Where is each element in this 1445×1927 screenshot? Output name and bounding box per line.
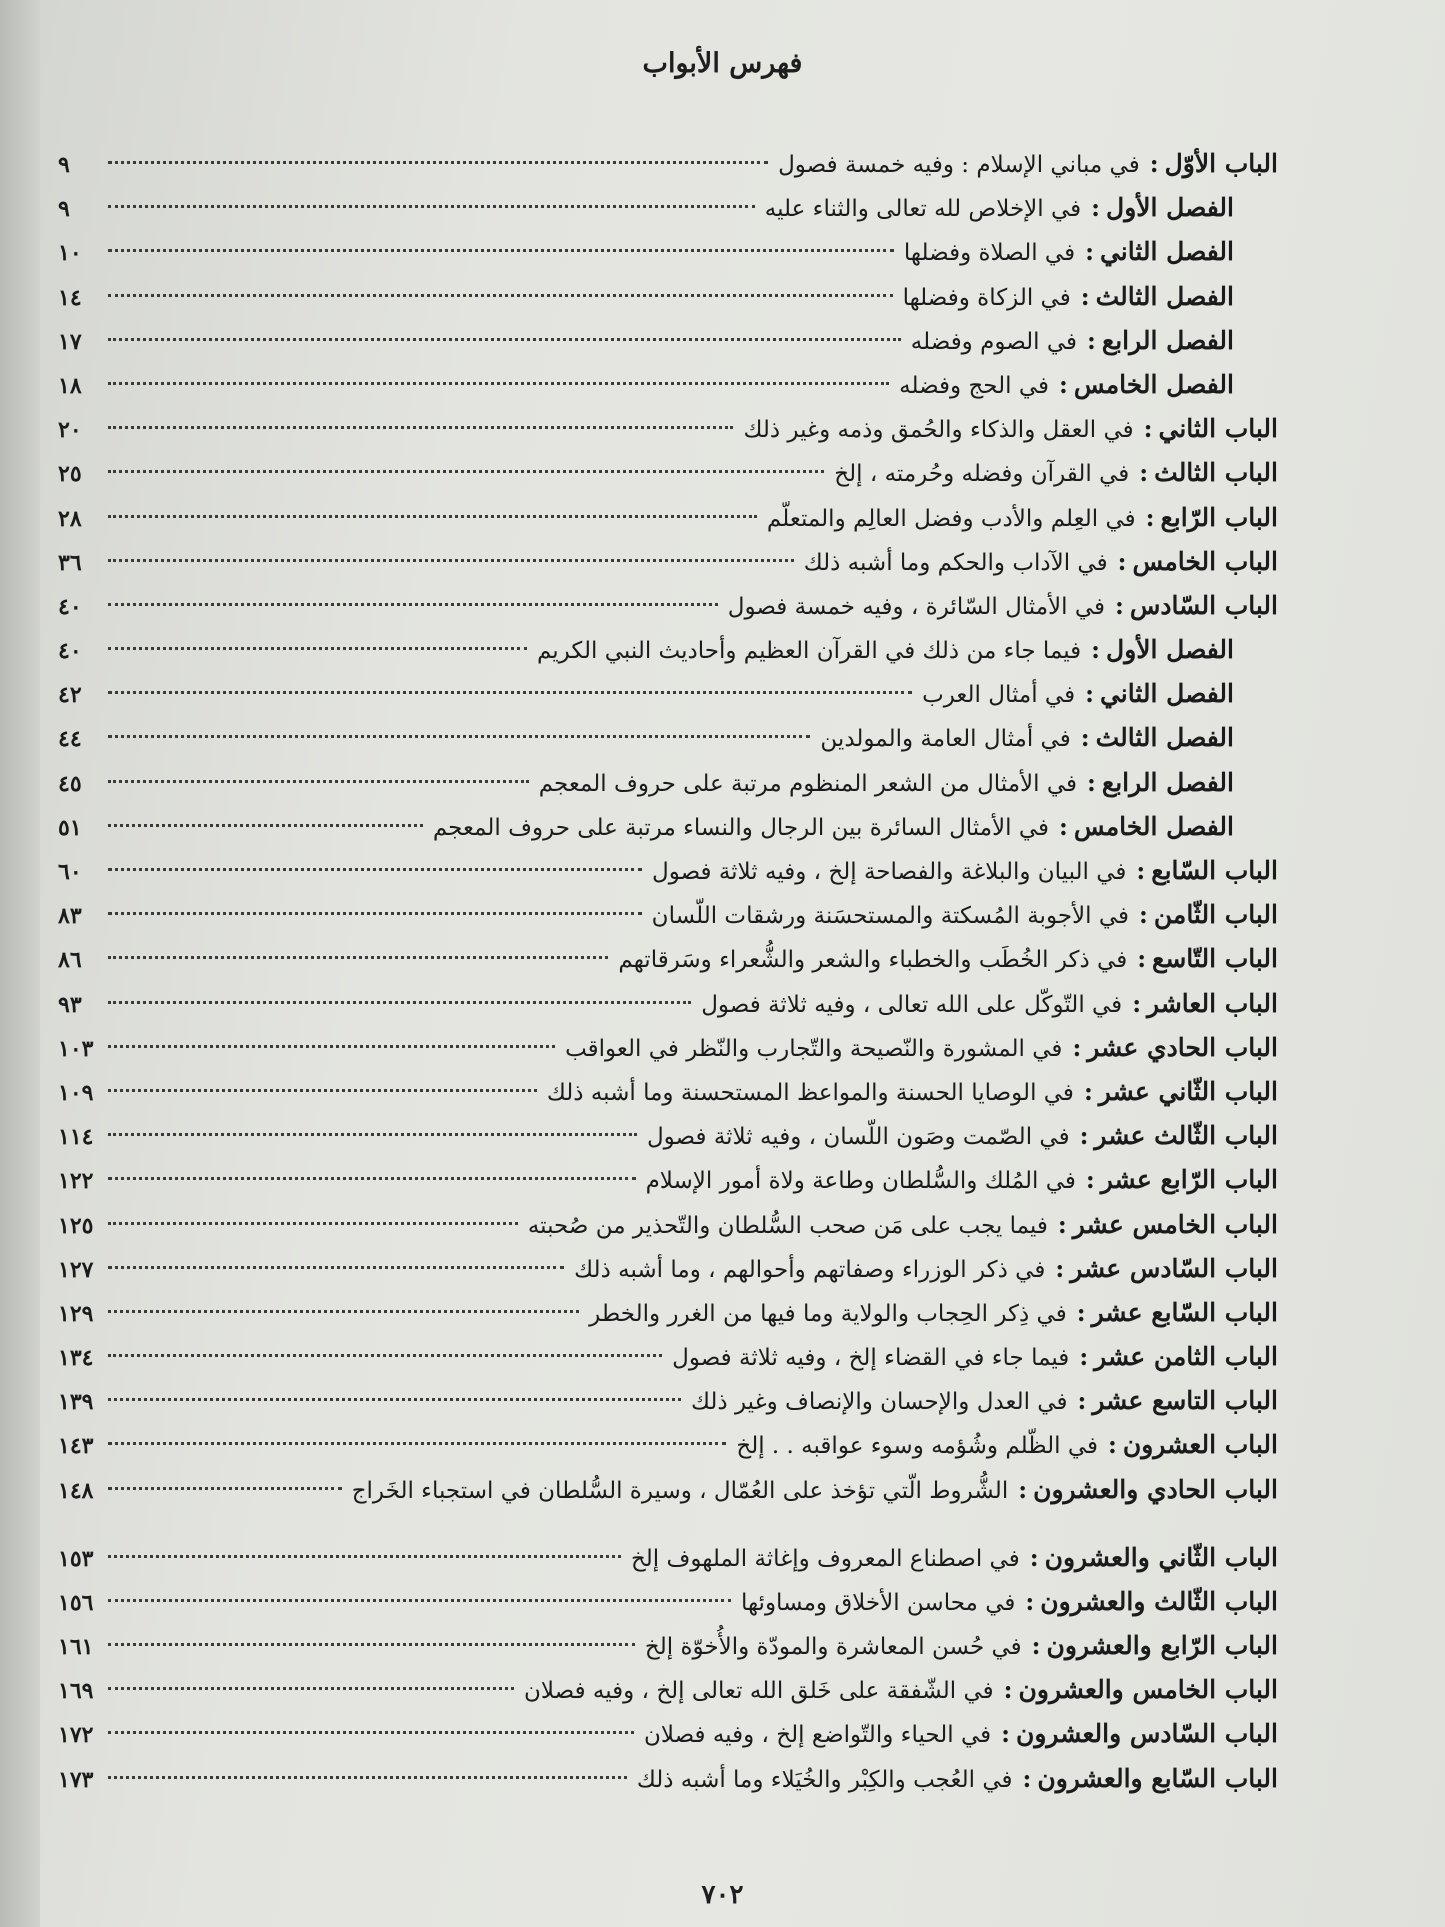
toc-entry-text: في الأمثال من الشعر المنظوم مرتبة على حروف المعجم xyxy=(538,770,1078,797)
toc-entry-page-number: ٦٠ xyxy=(58,859,82,885)
toc-entry-page-number: ١٥٦ xyxy=(58,1589,94,1616)
toc-entry-separator: : xyxy=(1025,1586,1035,1616)
dot-leader xyxy=(108,249,894,252)
toc-entry-separator: : xyxy=(1132,988,1142,1018)
toc-entry-separator: : xyxy=(1059,811,1068,841)
dot-leader xyxy=(108,294,893,297)
dot-leader xyxy=(108,1089,537,1092)
page-gutter-shadow xyxy=(0,0,40,1927)
dot-leader xyxy=(108,1222,518,1225)
toc-entry-label: الفصل الخامس xyxy=(1073,811,1234,841)
toc-entry-separator: : xyxy=(1029,1542,1039,1572)
toc-entry-separator: : xyxy=(1145,502,1155,532)
toc-entry-page-number: ١٤٨ xyxy=(58,1477,94,1504)
toc-entry-label: الباب الثّاني عشر xyxy=(1098,1076,1278,1106)
dot-leader xyxy=(108,1133,637,1136)
toc-entry-label: الفصل الثاني xyxy=(1099,237,1234,267)
toc-entry-text: فيما يجب على مَن صحب السُّلطان والتّحذير من صُحبته xyxy=(527,1212,1048,1239)
dot-leader xyxy=(108,1001,691,1004)
toc-entry-separator: : xyxy=(1079,1342,1089,1372)
toc-entry-label: الباب السّادس xyxy=(1129,590,1278,620)
toc-chapter-row xyxy=(58,1379,1278,1423)
toc-entry-label: الباب الثّامن xyxy=(1153,900,1278,930)
toc-chapter-row xyxy=(58,1468,1278,1536)
dot-leader xyxy=(108,426,733,429)
toc-entry-separator: : xyxy=(1091,193,1101,223)
toc-entry-page-number: ١٨ xyxy=(58,372,82,399)
page-title: فهرس الأبواب xyxy=(642,48,803,79)
toc-entry-text: في أمثال العرب xyxy=(922,682,1076,709)
dot-leader xyxy=(108,603,718,606)
toc-entry-separator: : xyxy=(1087,767,1096,797)
toc-entry-separator: : xyxy=(1080,723,1090,753)
toc-entry-label: الباب التاسع عشر xyxy=(1092,1386,1278,1416)
toc-chapter-row xyxy=(58,1423,1278,1467)
toc-entry-page-number: ١٧٢ xyxy=(58,1722,94,1749)
toc-chapter-section-row xyxy=(58,363,1278,407)
dot-leader xyxy=(108,1731,634,1734)
toc-entry-text: في الزكاة وفضلها xyxy=(902,284,1071,311)
toc-entry-separator: : xyxy=(1001,1719,1010,1749)
toc-entry-separator: : xyxy=(1149,149,1159,178)
toc-entry-label: الباب الثّالث عشر xyxy=(1094,1121,1278,1151)
toc-entry-text: في المُلك والسُّلطان وطاعة ولاة أمور الإسلام xyxy=(645,1168,1076,1195)
toc-entry-text: فيما جاء من ذلك في القرآن العظيم وأحاديث النبي الكريم xyxy=(536,638,1082,665)
toc-entry-separator: : xyxy=(1018,1474,1028,1504)
toc-entry-label: الباب الخامس والعشرون xyxy=(1018,1675,1278,1705)
toc-entry-text: في أمثال العامة والمولدين xyxy=(820,726,1071,753)
dot-leader xyxy=(108,205,755,208)
toc-entry-label: الفصل الثالث xyxy=(1095,723,1234,753)
toc-entry-label: الفصل الرابع xyxy=(1101,767,1234,797)
toc-entry-page-number: ٩٣ xyxy=(58,991,82,1018)
toc-entry-text: في الحياء والتّواضع إلخ ، وفيه فصلان xyxy=(643,1722,992,1749)
toc-entry-page-number: ١٠٣ xyxy=(58,1035,94,1062)
dot-leader xyxy=(108,1354,662,1357)
toc-entry-page-number: ١٢٩ xyxy=(58,1300,94,1327)
toc-entry-page-number: ١٢٢ xyxy=(58,1168,94,1195)
toc-entry-separator: : xyxy=(1085,679,1094,709)
page-number: ٧٠٢ xyxy=(701,1880,744,1910)
toc-chapter-row xyxy=(58,937,1278,981)
toc-chapter-row xyxy=(58,982,1278,1026)
toc-entry-separator: : xyxy=(1117,546,1127,576)
toc-entry-page-number: ١٥٣ xyxy=(58,1545,94,1572)
toc-entry-label: الفصل الرابع xyxy=(1101,325,1234,355)
dot-leader xyxy=(108,1310,579,1313)
toc-entry-text: في الأمثال السّائرة ، وفيه خمسة فصول xyxy=(727,593,1106,620)
toc-entry-separator: : xyxy=(1139,900,1148,930)
toc-entry-page-number: ٨٣ xyxy=(58,903,82,930)
toc-entry-label: الباب العاشر xyxy=(1147,988,1278,1018)
toc-entry-label: الباب العشرون xyxy=(1122,1430,1278,1460)
toc-entry-text: في الآداب والحكم وما أشبه ذلك xyxy=(803,549,1108,576)
toc-entry-label: الباب السّابع xyxy=(1151,856,1278,885)
toc-entry-text: في ذكر الخُطَب والخطباء والشعر والشُّعراء وسَرقاتهم xyxy=(618,947,1128,974)
toc-entry-text: في العُجب والكِبْر والخُيَلاء وما أشبه ذلك xyxy=(636,1766,1013,1793)
toc-entry-page-number: ١٤٣ xyxy=(58,1433,94,1460)
toc-entry-page-number: ١٧٣ xyxy=(58,1766,94,1793)
toc-entry-page-number: ١٤ xyxy=(58,284,82,311)
toc-chapter-section-row xyxy=(58,628,1278,672)
toc-entry-separator: : xyxy=(1076,1297,1086,1327)
toc-entry-page-number: ١٢٧ xyxy=(58,1256,94,1283)
toc-entry-separator: : xyxy=(1057,1209,1067,1239)
toc-chapter-row xyxy=(58,1536,1278,1580)
toc-entry-separator: : xyxy=(1136,856,1146,885)
toc-chapter-section-row xyxy=(58,716,1278,760)
toc-entry-label: الباب الرّابع عشر xyxy=(1100,1165,1278,1195)
toc-entry-text: في مباني الإسلام : وفيه خمسة فصول xyxy=(778,152,1140,178)
toc-entry-separator: : xyxy=(1143,414,1153,444)
toc-entry-label: الفصل الخامس xyxy=(1073,369,1234,399)
toc-chapter-row xyxy=(58,1158,1278,1202)
toc-entry-text: في القرآن وفضله وحُرمته ، إلخ xyxy=(834,461,1130,488)
toc-entry-text: في الوصايا الحسنة والمواعظ المستحسنة وما أشبه ذلك xyxy=(546,1079,1074,1106)
toc-entry-text: في التّوكّل على الله تعالى ، وفيه ثلاثة فصول xyxy=(701,991,1123,1018)
toc-chapter-row xyxy=(58,1335,1278,1379)
toc-entry-label: الباب السّابع عشر xyxy=(1091,1297,1278,1327)
toc-chapter-row xyxy=(58,1580,1278,1624)
toc-entry-page-number: ٨٦ xyxy=(58,947,82,974)
toc-entry-page-number: ٤٠ xyxy=(58,638,82,665)
dot-leader xyxy=(108,470,824,473)
toc-entry-separator: : xyxy=(1115,590,1124,620)
toc-chapter-row xyxy=(58,1247,1278,1291)
toc-entry-page-number: ١٣٤ xyxy=(58,1345,94,1372)
toc-entry-label: الباب الحادي والعشرون xyxy=(1033,1474,1278,1504)
toc-entry-page-number: ٣٦ xyxy=(58,549,82,576)
toc-chapter-section-row xyxy=(58,275,1278,319)
toc-chapter-row xyxy=(58,1668,1278,1712)
toc-entry-text: الشُّروط الّتي تؤخذ على العُمّال ، وسيرة السُّلطان في استجباء الخَراج xyxy=(351,1477,1009,1504)
toc-chapter-row xyxy=(58,1070,1278,1114)
toc-chapter-row xyxy=(58,1203,1278,1247)
toc-entry-text: في الصلاة وفضلها xyxy=(903,240,1076,267)
toc-entry-separator: : xyxy=(1059,369,1068,399)
dot-leader xyxy=(108,559,794,562)
toc-entry-text: في الظّلم وشُؤمه وسوء عواقبه . . إلخ xyxy=(736,1433,1099,1460)
toc-entry-page-number: ٩ xyxy=(58,196,70,223)
toc-entry-label: الباب السّادس عشر xyxy=(1070,1253,1278,1283)
toc-entry-label: الباب الثامن عشر xyxy=(1094,1342,1278,1372)
toc-entry-separator: : xyxy=(1139,458,1149,488)
toc-entry-text: فيما جاء في القضاء إلخ ، وفيه ثلاثة فصول xyxy=(672,1345,1070,1372)
dot-leader xyxy=(108,1599,731,1602)
toc-chapter-row xyxy=(58,1026,1278,1070)
dot-leader xyxy=(108,691,912,694)
toc-entry-page-number: ١٦١ xyxy=(58,1634,94,1660)
toc-chapter-section-row xyxy=(58,761,1278,805)
toc-entry-label: الفصل الأول xyxy=(1106,635,1234,665)
toc-entry-label: الباب التّاسع xyxy=(1152,944,1278,974)
dot-leader xyxy=(108,1776,627,1779)
toc-chapter-row xyxy=(58,496,1278,540)
table-of-contents xyxy=(58,142,1278,1801)
toc-entry-separator: : xyxy=(1085,1165,1095,1195)
dot-leader xyxy=(108,956,608,959)
toc-chapter-section-row xyxy=(58,805,1278,849)
toc-entry-label: الباب الحادي عشر xyxy=(1087,1032,1278,1062)
toc-chapter-row xyxy=(58,584,1278,628)
toc-entry-text: في الإخلاص لله تعالى والثناء عليه xyxy=(764,196,1082,223)
toc-entry-label: الفصل الثالث xyxy=(1095,281,1234,311)
toc-entry-label: الباب الثاني xyxy=(1158,414,1278,444)
dot-leader xyxy=(108,515,757,518)
dot-leader xyxy=(108,1177,636,1180)
toc-entry-page-number: ١١٤ xyxy=(58,1124,94,1151)
toc-chapter-row xyxy=(58,893,1278,937)
dot-leader xyxy=(108,382,889,385)
dot-leader xyxy=(108,824,423,827)
toc-entry-separator: : xyxy=(1108,1430,1117,1460)
toc-entry-separator: : xyxy=(1003,1675,1013,1705)
dot-leader xyxy=(108,912,642,915)
toc-entry-separator: : xyxy=(1137,944,1147,974)
toc-chapter-row xyxy=(58,1624,1278,1668)
toc-entry-page-number: ١٦٩ xyxy=(58,1678,94,1705)
toc-entry-text: في حُسن المعاشرة والمودّة والأُخوّة إلخ xyxy=(644,1634,1022,1660)
toc-entry-separator: : xyxy=(1083,1076,1093,1106)
toc-chapter-row xyxy=(58,1291,1278,1335)
dot-leader xyxy=(108,735,810,738)
toc-entry-text: في البيان والبلاغة والفصاحة إلخ ، وفيه ثلاثة فصول xyxy=(651,859,1127,885)
dot-leader xyxy=(108,1687,514,1690)
toc-entry-separator: : xyxy=(1077,1386,1087,1416)
toc-chapter-section-row xyxy=(58,186,1278,230)
toc-entry-text: في الحج وفضله xyxy=(899,372,1050,399)
toc-chapter-row xyxy=(58,142,1278,186)
toc-entry-label: الباب الثّالث والعشرون xyxy=(1040,1586,1278,1616)
dot-leader xyxy=(108,868,642,871)
toc-entry-text: في ذِكر الحِجاب والولاية وما فيها من الغرر والخطر xyxy=(589,1300,1067,1327)
toc-entry-separator: : xyxy=(1091,635,1101,665)
toc-entry-text: في الصّمت وصَون اللّسان ، وفيه ثلاثة فصول xyxy=(646,1124,1070,1151)
dot-leader xyxy=(108,1555,621,1558)
toc-entry-text: في المشورة والنّصيحة والتّجارب والنّظر في العواقب xyxy=(565,1035,1063,1062)
toc-chapter-row xyxy=(58,1757,1278,1801)
toc-chapter-row xyxy=(58,849,1278,893)
toc-entry-page-number: ٥١ xyxy=(58,814,82,841)
toc-entry-separator: : xyxy=(1072,1032,1082,1062)
toc-entry-text: في العِلم والأدب وفضل العالِم والمتعلّم xyxy=(766,505,1136,532)
toc-entry-page-number: ٢٨ xyxy=(58,505,82,532)
toc-entry-separator: : xyxy=(1055,1253,1065,1283)
dot-leader xyxy=(108,1442,726,1445)
toc-entry-page-number: ١٣٩ xyxy=(58,1389,94,1416)
toc-entry-text: في العقل والذكاء والحُمق وذمه وغير ذلك xyxy=(743,417,1134,444)
toc-entry-label: الباب الخامس عشر xyxy=(1072,1209,1278,1239)
toc-entry-label: الفصل الثاني xyxy=(1099,679,1234,709)
toc-entry-page-number: ٩ xyxy=(58,152,70,178)
toc-entry-label: الباب الأوّل xyxy=(1164,149,1278,178)
toc-entry-label: الباب السّادس والعشرون xyxy=(1015,1719,1278,1749)
toc-entry-text: في الأجوبة المُسكتة والمستحسَنة ورشقات اللّسان xyxy=(651,903,1130,930)
toc-entry-text: في العدل والإحسان والإنصاف وغير ذلك xyxy=(691,1389,1068,1416)
toc-entry-page-number: ٤٥ xyxy=(58,770,82,797)
toc-entry-separator: : xyxy=(1080,281,1090,311)
toc-entry-label: الباب الثالث xyxy=(1154,458,1278,488)
toc-entry-label: الباب الرّابع والعشرون xyxy=(1046,1631,1278,1660)
dot-leader xyxy=(108,1398,681,1401)
toc-chapter-row xyxy=(58,540,1278,584)
dot-leader xyxy=(108,338,901,341)
toc-entry-separator: : xyxy=(1022,1763,1032,1793)
toc-entry-label: الفصل الأول xyxy=(1106,193,1234,223)
toc-entry-text: في الأمثال السائرة بين الرجال والنساء مرتبة على حروف المعجم xyxy=(432,814,1050,841)
toc-entry-separator: : xyxy=(1079,1121,1089,1151)
dot-leader xyxy=(108,780,529,783)
toc-chapter-section-row xyxy=(58,672,1278,716)
toc-entry-text: في اصطناع المعروف وإغاثة الملهوف إلخ xyxy=(630,1545,1020,1572)
toc-entry-label: الباب الخامس xyxy=(1132,546,1278,576)
dot-leader xyxy=(108,1045,555,1048)
toc-chapter-row xyxy=(58,1712,1278,1756)
toc-entry-label: الباب الرّابع xyxy=(1160,502,1278,532)
toc-entry-label: الباب السّابع والعشرون xyxy=(1037,1763,1278,1793)
toc-entry-text: في الصوم وفضله xyxy=(910,328,1078,355)
toc-entry-label: الباب الثّاني والعشرون xyxy=(1044,1542,1278,1572)
toc-chapter-section-row xyxy=(58,319,1278,363)
toc-chapter-section-row xyxy=(58,230,1278,274)
toc-chapter-row xyxy=(58,1114,1278,1158)
toc-entry-separator: : xyxy=(1031,1631,1041,1660)
dot-leader xyxy=(108,647,527,650)
toc-entry-page-number: ١٢٥ xyxy=(58,1212,94,1239)
toc-entry-separator: : xyxy=(1087,325,1096,355)
dot-leader xyxy=(108,1643,635,1646)
toc-entry-text: في الشّفقة على خَلق الله تعالى إلخ ، وفيه فصلان xyxy=(524,1678,994,1705)
dot-leader xyxy=(108,1487,342,1490)
dot-leader xyxy=(108,1266,564,1269)
toc-chapter-row xyxy=(58,407,1278,451)
toc-entry-page-number: ٢٥ xyxy=(58,461,82,488)
toc-entry-separator: : xyxy=(1085,237,1094,267)
dot-leader xyxy=(108,161,768,164)
toc-entry-text: في ذكر الوزراء وصفاتهم وأحوالهم ، وما أشبه ذلك xyxy=(574,1256,1046,1283)
toc-entry-text: في محاسن الأخلاق ومساوئها xyxy=(740,1589,1016,1616)
toc-entry-page-number: ٤٤ xyxy=(58,726,82,753)
toc-entry-page-number: ٢٠ xyxy=(58,417,82,444)
toc-entry-page-number: ٤٠ xyxy=(58,593,82,620)
toc-entry-page-number: ٤٢ xyxy=(58,682,82,709)
toc-entry-page-number: ١٠ xyxy=(58,240,82,267)
toc-chapter-row xyxy=(58,451,1278,495)
toc-entry-page-number: ١٧ xyxy=(58,328,82,355)
toc-entry-page-number: ١٠٩ xyxy=(58,1079,94,1106)
